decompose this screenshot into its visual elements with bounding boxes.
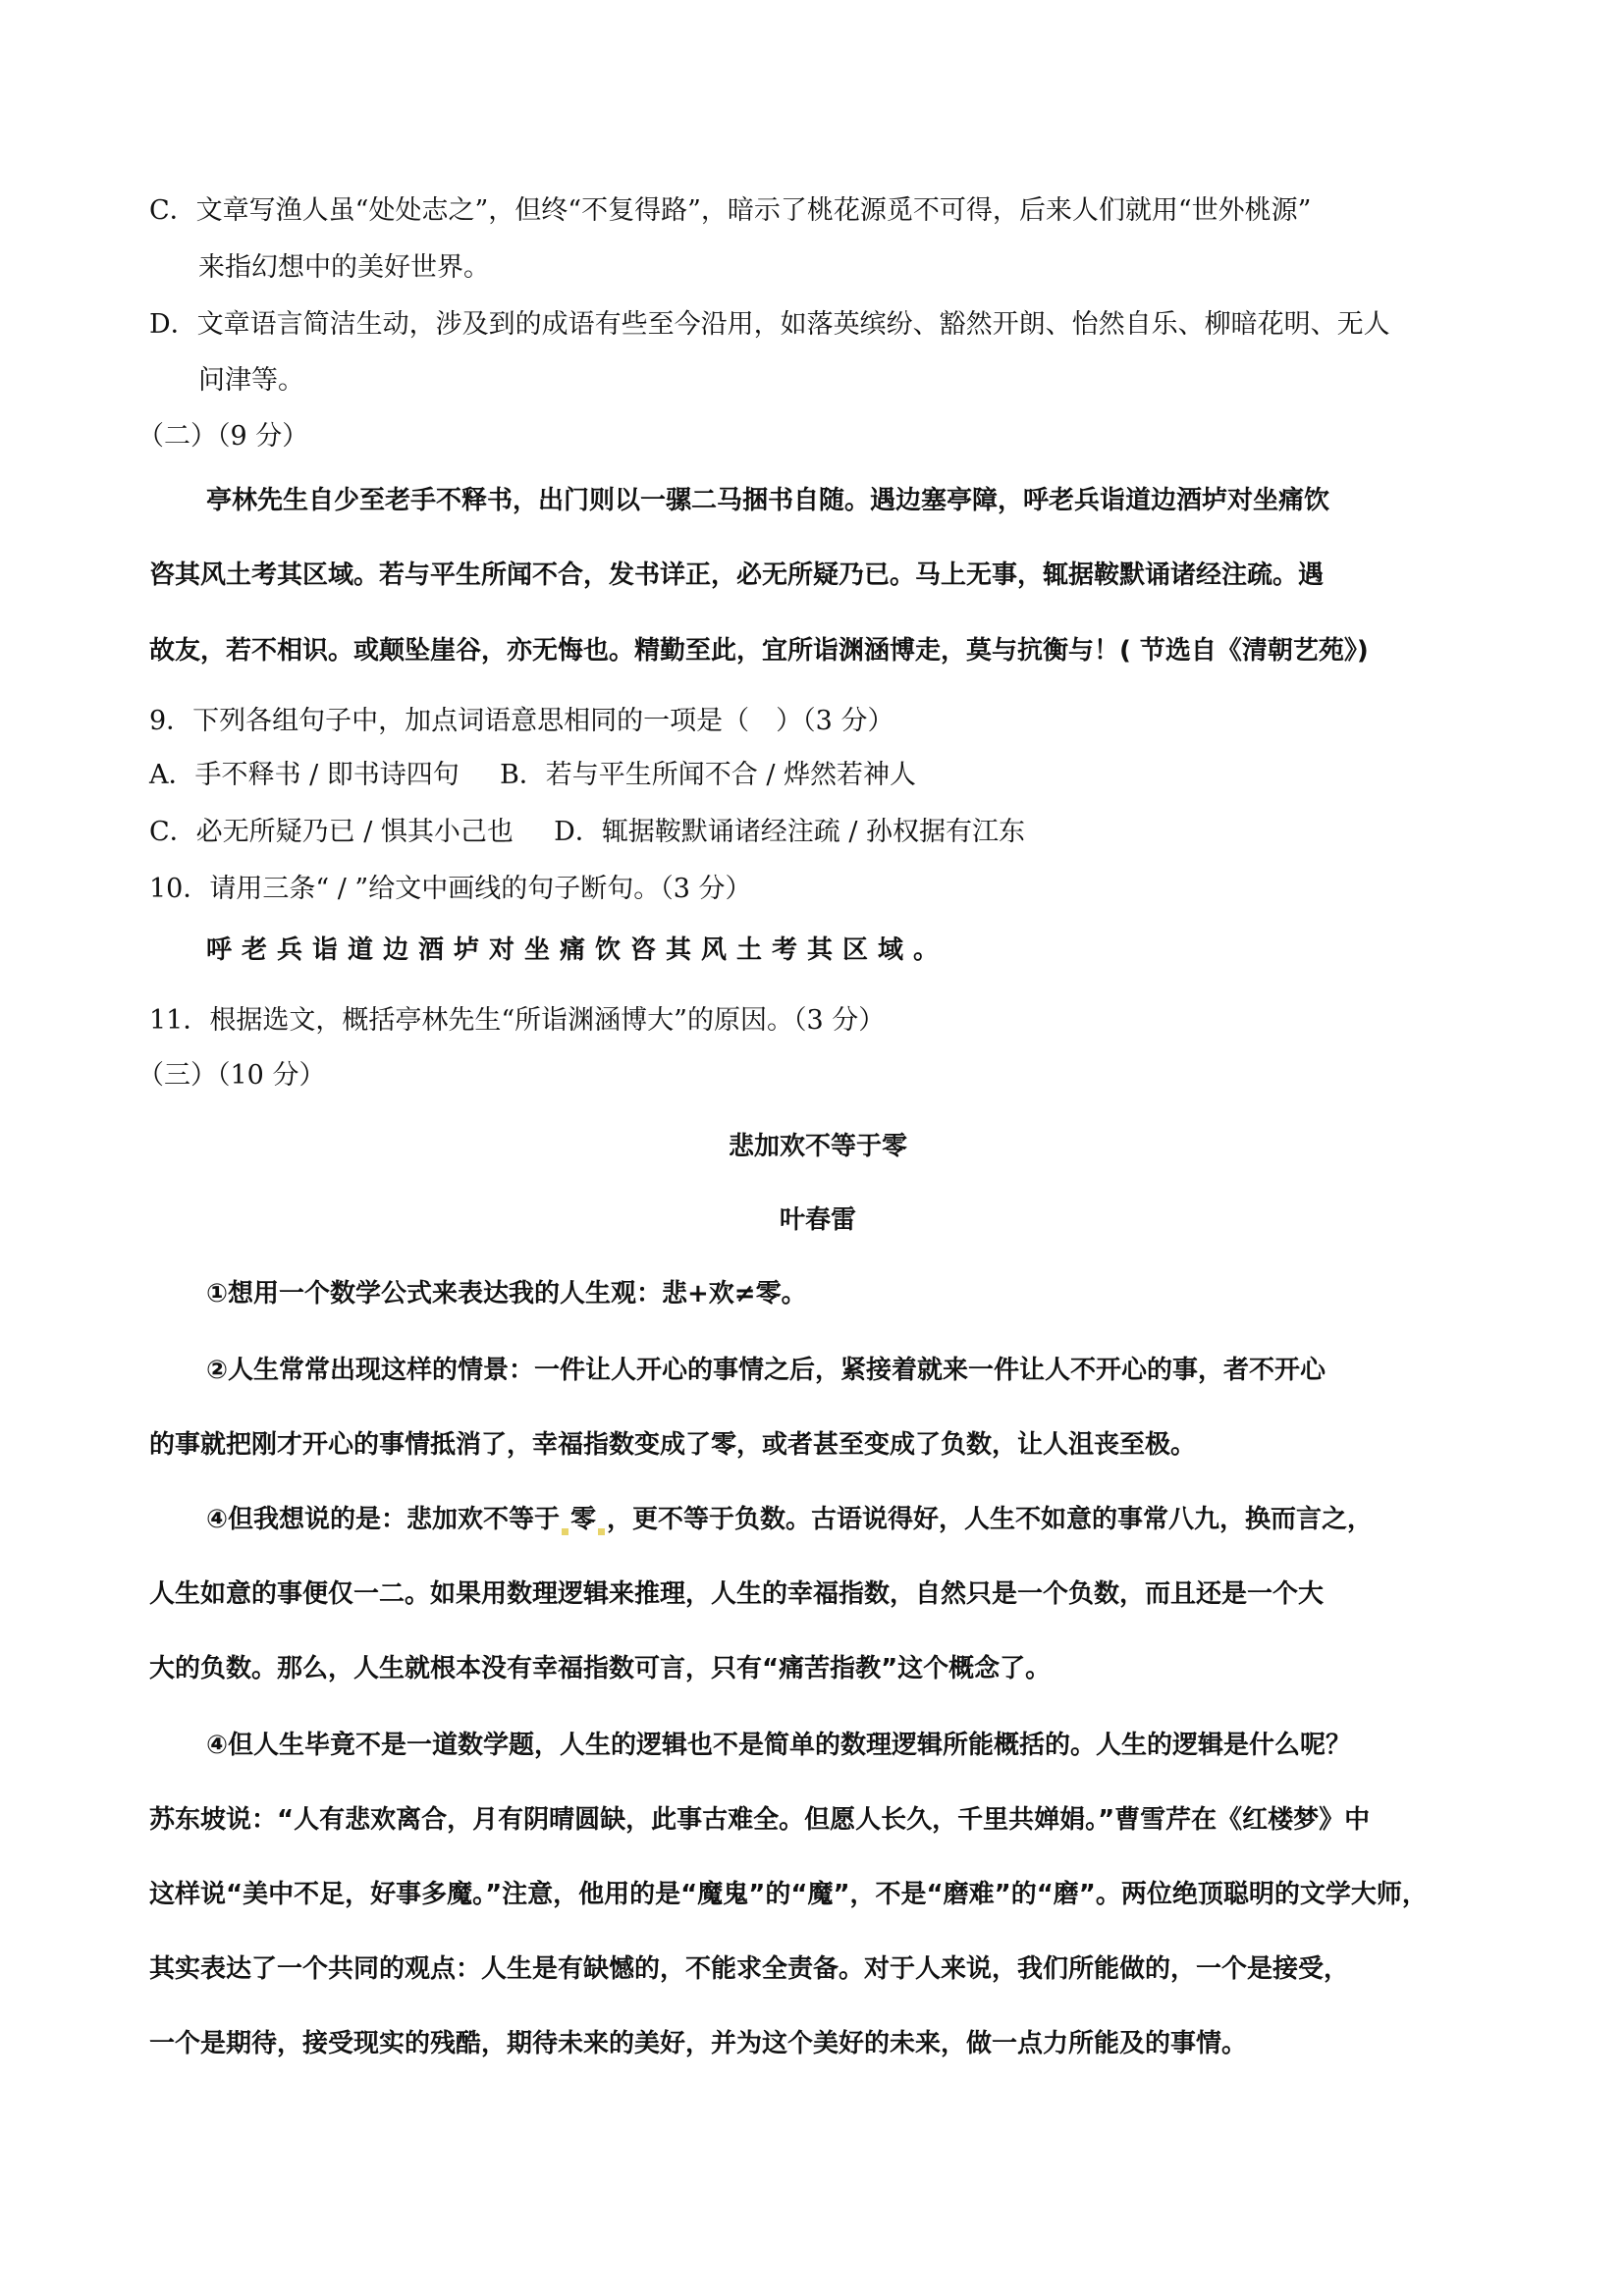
q9-options-cd [149,815,1487,850]
question-9: 9．下列各组句子中，加点词语意思相同的一项是（ ）（3 分） [149,706,894,736]
article-author: 叶春雷 [779,1205,856,1235]
passage2-line1: 亭林先生自少至老手不释书，出门则以一骡二马捆书自随。遇边塞亭障，呼老兵诣道边酒垆对坐痛饮 [206,486,1330,515]
highlight-mark [598,1528,605,1535]
q9-option-d: D．辄据鞍默诵诸经注疏 / 孙权据有江东 [554,817,1026,847]
question-10: 10．请用三条“ / ”给文中画线的句子断句。（3 分） [149,874,752,904]
article-paragraph-4-line4: 其实表达了一个共同的观点：人生是有缺憾的，不能求全责备。对于人来说，我们所能做的，一个是接受， [149,1954,1350,1984]
section2-header: （二）（9 分） [137,421,309,452]
article-paragraph-2-line2: 的事就把刚才开心的事情抵消了，幸福指数变成了零，或者甚至变成了负数，让人沮丧至极。 [149,1430,1197,1460]
article-paragraph-3-line3: 大的负数。那么，人生就根本没有幸福指数可言，只有“痛苦指教”这个概念了。 [149,1654,1052,1683]
option-d-line2: 问津等。 [198,365,304,396]
passage2-line2: 咨其风土考其区域。若与平生所闻不合，发书详正，必无所疑乃已。马上无事，辄据鞍默诵诸经注疏。遇 [149,561,1325,590]
article-paragraph-1: ①想用一个数学公式来表达我的人生观：悲+欢≠零。 [206,1279,807,1308]
p3-text-a: ④但我想说的是：悲加欢不等于 [206,1505,561,1534]
article-paragraph-4-line5: 一个是期待，接受现实的残酷，期待未来的美好，并为这个美好的未来，做一点力所能及的事情。 [149,2029,1248,2058]
q9-options-ab [149,758,1487,793]
article-title: 悲加欢不等于零 [728,1132,907,1161]
p3-text-c: ，更不等于负数。古语说得好，人生不如意的事常八九，换而言之， [607,1505,1374,1534]
question-11: 11．根据选文，概括亭林先生“所诣渊涵博大”的原因。（3 分） [149,1005,886,1036]
passage2-line3: 故友，若不相识。或颠坠崖谷，亦无悔也。精勤至此，宜所诣渊涵博走，莫与抗衡与！( 节选自《清朝艺苑》) [149,636,1369,666]
article-paragraph-4-line1: ④但人生毕竟不是一道数学题，人生的逻辑也不是简单的数理逻辑所能概括的。人生的逻辑是什么呢？ [206,1731,1352,1760]
article-paragraph-3-line2: 人生如意的事便仅一二。如果用数理逻辑来推理，人生的幸福指数，自然只是一个负数，而且还是一个大 [149,1579,1325,1609]
section3-header: （三）（10 分） [137,1060,326,1091]
article-paragraph-4-line3: 这样说“美中不足，好事多魔。”注意，他用的是“魔鬼”的“魔”，不是“磨难”的“磨”。两位绝顶聪明的文学大师， [149,1880,1428,1909]
article-paragraph-2-line1: ②人生常常出现这样的情景：一件让人开心的事情之后，紧接着就来一件让人不开心的事，者不开心 [206,1356,1326,1385]
option-c-line2: 来指幻想中的美好世界。 [198,252,490,283]
option-d-line1: D．文章语言简洁生动，涉及到的成语有些至今沿用，如落英缤纷、豁然开朗、怡然自乐、柳暗花明、无人 [149,309,1390,340]
q9-option-a: A．手不释书 / 即书诗四句 [149,760,460,790]
q9-option-b: B．若与平生所闻不合 / 烨然若神人 [499,760,917,790]
p3-emphasized-word: 零 [570,1505,597,1534]
q10-sentence: 呼老兵诣道边酒垆对坐痛饮咨其风土考其区域。 [206,935,949,965]
article-paragraph-3-line1 [206,1502,1487,1537]
q9-option-c: C．必无所疑乃已 / 惧其小己也 [149,817,514,847]
option-c-line1: C．文章写渔人虽“处处志之”，但终“不复得路”，暗示了桃花源觅不可得，后来人们就用“世外桃源” [149,195,1312,226]
highlight-mark [562,1528,568,1535]
article-paragraph-4-line2: 苏东坡说：“人有悲欢离合，月有阴晴圆缺，此事古难全。但愿人长久，千里共婵娟。”曹雪芹在《红楼梦》中 [149,1805,1371,1835]
